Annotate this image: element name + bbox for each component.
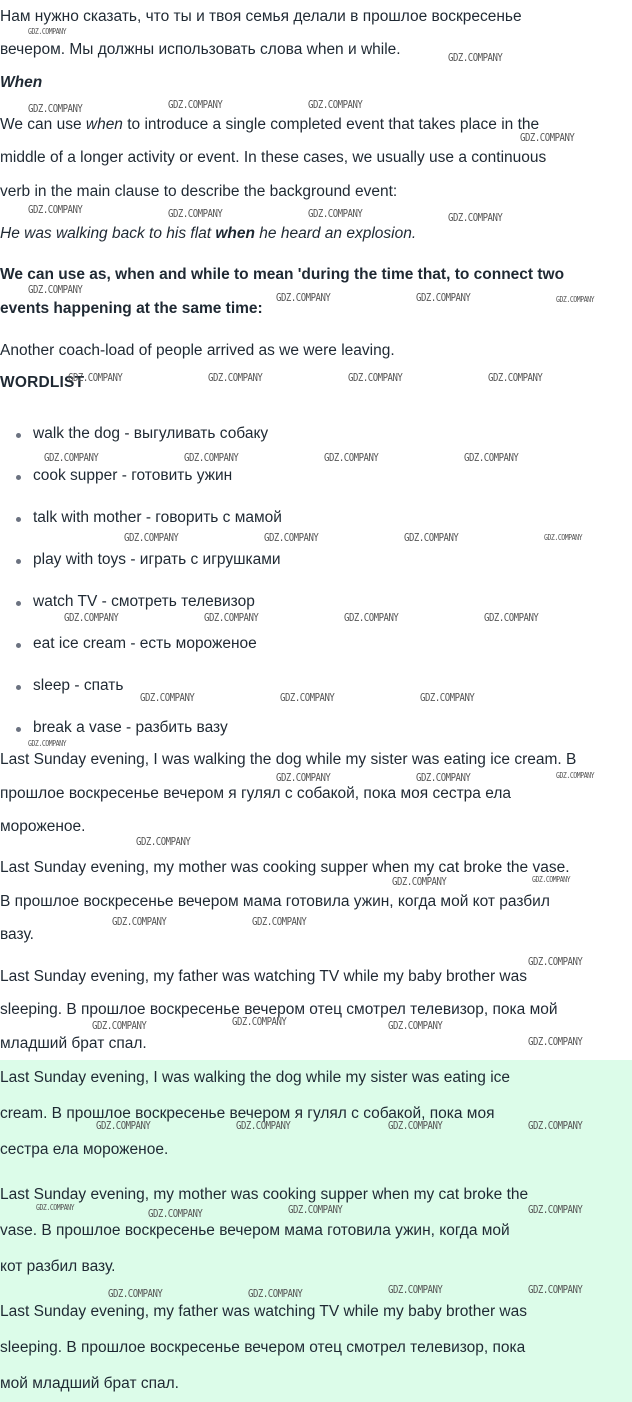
list-item: eat ice cream - есть мороженое [0, 628, 632, 670]
watermark: GDZ.COMPANY [520, 131, 575, 144]
watermark: GDZ.COMPANY [64, 611, 119, 624]
watermark: GDZ.COMPANY [252, 915, 307, 928]
answer-2-line-1: Last Sunday evening, my mother was cooking supper when my cat broke the [0, 1186, 529, 1203]
watermark: GDZ.COMPANY [544, 533, 583, 542]
when-heading: When [0, 74, 43, 91]
watermark: GDZ.COMPANY [528, 1203, 583, 1216]
watermark: GDZ.COMPANY [108, 1287, 163, 1300]
sentence-2-line-2: В прошлое воскресенье вечером мама готовила ужин, когда мой кот разбил [0, 893, 550, 910]
answer-2-line-3: кот разбил вазу. [0, 1258, 116, 1275]
wordlist [0, 418, 632, 754]
watermark: GDZ.COMPANY [264, 531, 319, 544]
when-example-text-end: he heard an explosion. [255, 225, 417, 242]
watermark: GDZ.COMPANY [528, 955, 583, 968]
when-example-keyword: when [215, 225, 255, 242]
watermark: GDZ.COMPANY [92, 1019, 147, 1032]
watermark: GDZ.COMPANY [248, 1287, 303, 1300]
watermark: GDZ.COMPANY [276, 771, 331, 784]
list-item: talk with mother - говорить с мамой [0, 502, 632, 544]
watermark: GDZ.COMPANY [528, 1283, 583, 1296]
watermark: GDZ.COMPANY [148, 1207, 203, 1220]
watermark: GDZ.COMPANY [528, 1119, 583, 1132]
as-when-while-line-2: events happening at the same time: [0, 300, 263, 317]
watermark: GDZ.COMPANY [448, 51, 503, 64]
watermark: GDZ.COMPANY [344, 611, 399, 624]
watermark: GDZ.COMPANY [288, 1203, 343, 1216]
watermark: GDZ.COMPANY [28, 27, 67, 36]
answer-3-line-2: sleeping. В прошлое воскресенье вечером отец смотрел телевизор, пока [0, 1339, 526, 1356]
watermark: GDZ.COMPANY [416, 291, 471, 304]
list-item: walk the dog - выгуливать собаку [0, 418, 632, 460]
answer-1-line-1: Last Sunday evening, I was walking the dog while my sister was eating ice [0, 1069, 511, 1086]
watermark: GDZ.COMPANY [348, 371, 403, 384]
watermark: GDZ.COMPANY [416, 771, 471, 784]
when-paragraph-text-cont: to introduce a single completed event that takes place in the [122, 116, 540, 133]
watermark: GDZ.COMPANY [532, 875, 571, 884]
watermark: GDZ.COMPANY [36, 1203, 75, 1212]
list-item: watch TV - смотреть телевизор [0, 586, 632, 628]
answer-2-line-2: vase. В прошлое воскресенье вечером мама готовила ужин, когда мой [0, 1222, 510, 1239]
watermark: GDZ.COMPANY [488, 371, 543, 384]
watermark: GDZ.COMPANY [168, 98, 223, 111]
when-example-text: He was walking back to his flat [0, 225, 216, 242]
intro-line-1: Нам нужно сказать, что ты и твоя семья делали в прошлое воскресенье [0, 8, 522, 25]
watermark: GDZ.COMPANY [308, 98, 363, 111]
list-item: sleep - спать [0, 670, 632, 712]
when-emphasis: when [85, 116, 123, 133]
when-paragraph-line-2: middle of a longer activity or event. In these cases, we usually use a continuous [0, 149, 547, 166]
watermark: GDZ.COMPANY [388, 1119, 443, 1132]
sentence-3-line-1: Last Sunday evening, my father was watching TV while my baby brother was [0, 968, 527, 985]
watermark: GDZ.COMPANY [404, 531, 459, 544]
watermark: GDZ.COMPANY [68, 371, 123, 384]
when-paragraph-line-1 [0, 108, 632, 141]
watermark: GDZ.COMPANY [556, 295, 595, 304]
watermark: GDZ.COMPANY [392, 875, 447, 888]
watermark: GDZ.COMPANY [208, 371, 263, 384]
watermark: GDZ.COMPANY [44, 451, 99, 464]
answer-3-line-1: Last Sunday evening, my father was watching TV while my baby brother was [0, 1303, 527, 1320]
list-item: break a vase - разбить вазу [0, 712, 632, 754]
watermark: GDZ.COMPANY [28, 739, 67, 748]
watermark: GDZ.COMPANY [112, 915, 167, 928]
answer-1-line-3: сестра ела мороженое. [0, 1141, 169, 1158]
list-item: cook supper - готовить ужин [0, 460, 632, 502]
watermark: GDZ.COMPANY [464, 451, 519, 464]
sentence-2-line-3: вазу. [0, 926, 34, 943]
watermark: GDZ.COMPANY [236, 1119, 291, 1132]
watermark: GDZ.COMPANY [232, 1015, 287, 1028]
answer-3-line-3: мой младший брат спал. [0, 1375, 179, 1392]
sentence-1-line-2: прошлое воскресенье вечером я гулял с собакой, пока моя сестра ела [0, 785, 512, 802]
watermark: GDZ.COMPANY [324, 451, 379, 464]
watermark: GDZ.COMPANY [96, 1119, 151, 1132]
watermark: GDZ.COMPANY [556, 771, 595, 780]
watermark: GDZ.COMPANY [388, 1019, 443, 1032]
as-when-while-line-1: We can use as, when and while to mean 'during the time that, to connect two [0, 266, 565, 283]
watermark: GDZ.COMPANY [420, 691, 475, 704]
watermark: GDZ.COMPANY [308, 207, 363, 220]
watermark: GDZ.COMPANY [136, 835, 191, 848]
watermark: GDZ.COMPANY [280, 691, 335, 704]
watermark: GDZ.COMPANY [28, 203, 83, 216]
watermark: GDZ.COMPANY [184, 451, 239, 464]
when-paragraph-line-3: verb in the main clause to describe the background event: [0, 183, 398, 200]
watermark: GDZ.COMPANY [448, 211, 503, 224]
sentence-3-line-3: младший брат спал. [0, 1035, 147, 1052]
watermark: GDZ.COMPANY [140, 691, 195, 704]
watermark: GDZ.COMPANY [28, 102, 83, 115]
sentence-1-line-1: Last Sunday evening, I was walking the dog while my sister was eating ice cream. В [0, 751, 577, 768]
watermark: GDZ.COMPANY [204, 611, 259, 624]
wordlist-title: WORDLIST [0, 374, 85, 391]
answer-1-line-2: cream. В прошлое воскресенье вечером я гулял с собакой, пока моя [0, 1105, 495, 1122]
when-paragraph-text: We can use [0, 116, 86, 133]
watermark: GDZ.COMPANY [276, 291, 331, 304]
list-item: play with toys - играть с игрушками [0, 544, 632, 586]
watermark: GDZ.COMPANY [528, 1035, 583, 1048]
when-example [0, 217, 632, 250]
watermark: GDZ.COMPANY [484, 611, 539, 624]
sentence-1-line-3: мороженое. [0, 818, 86, 835]
watermark: GDZ.COMPANY [124, 531, 179, 544]
watermark: GDZ.COMPANY [388, 1283, 443, 1296]
sentence-2-line-1: Last Sunday evening, my mother was cooking supper when my cat broke the vase. [0, 859, 570, 876]
watermark: GDZ.COMPANY [168, 207, 223, 220]
intro-line-2: вечером. Мы должны использовать слова when и while. [0, 41, 401, 58]
sentence-3-line-2: sleeping. В прошлое воскресенье вечером отец смотрел телевизор, пока мой [0, 1001, 558, 1018]
watermark: GDZ.COMPANY [28, 283, 83, 296]
as-example: Another coach-load of people arrived as we were leaving. [0, 342, 395, 359]
